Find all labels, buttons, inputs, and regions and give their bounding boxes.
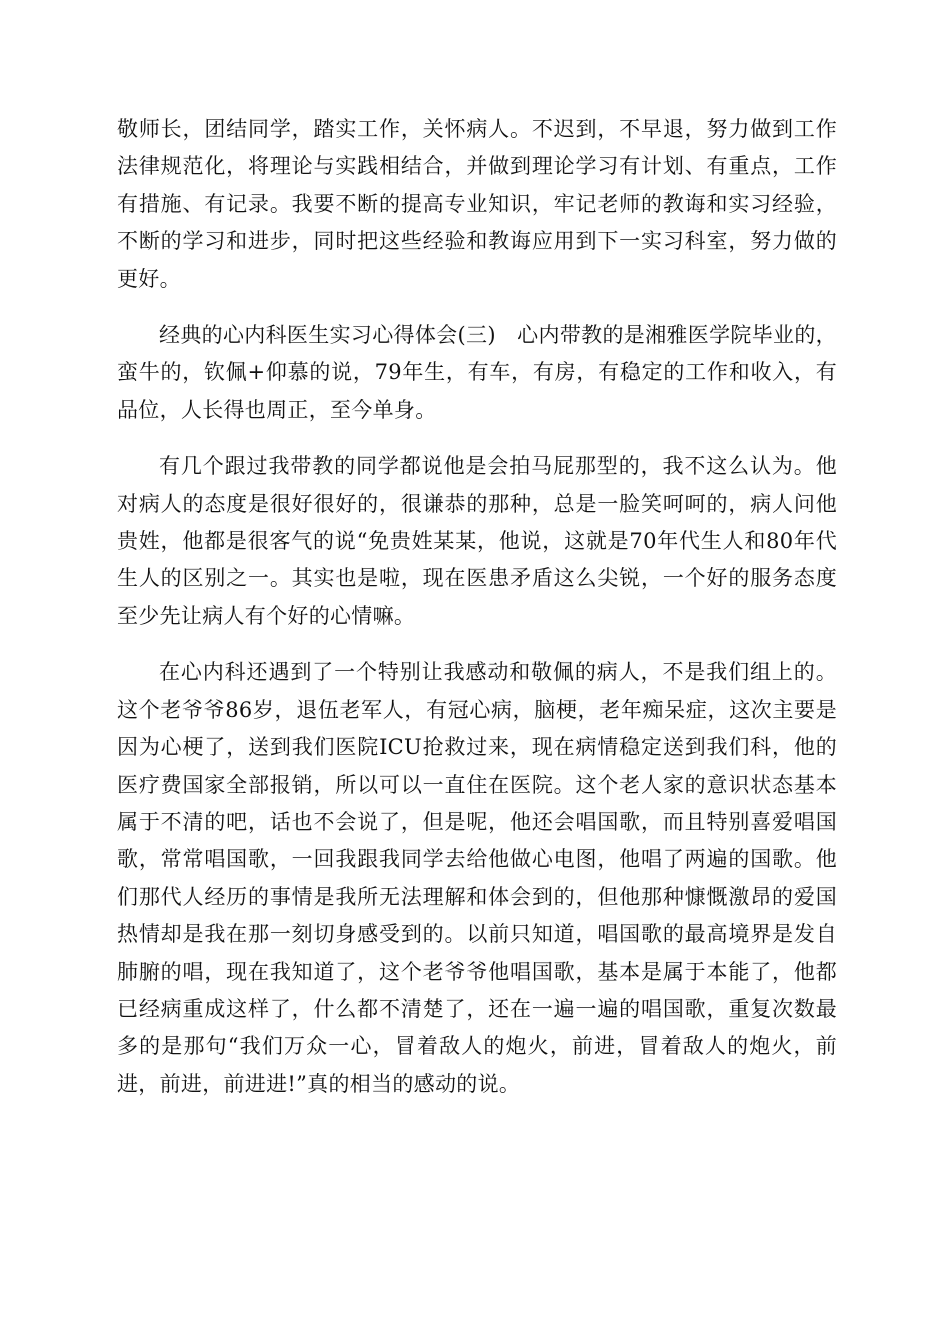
document-body bbox=[117, 111, 837, 1122]
paragraph-3: 有几个跟过我带教的同学都说他是会拍马屁那型的，我不这么认为。他对病人的态度是很好很好的，很谦恭的那种，总是一脸笑呵呵的，病人问他贵姓，他都是很客气的说“免贵姓某某，他说，这就是70年代生人和80年代生人的区别之一。其实也是啦，现在医患矛盾这么尖锐，一个好的服务态度至少先让病人有个好的心情嘛。 bbox=[117, 454, 837, 628]
paragraph-4: 在心内科还遇到了一个特别让我感动和敬佩的病人，不是我们组上的。这个老爷爷86岁，退伍老军人，有冠心病，脑梗，老年痴呆症，这次主要是因为心梗了，送到我们医院ICU抢救过来，现在病情稳定送到我们科，他的医疗费国家全部报销，所以可以一直住在医院。这个老人家的意识状态基本属于不清的吧，话也不会说了，但是呢，他还会唱国歌，而且特别喜爱唱国歌，常常唱国歌，一回我跟我同学去给他做心电图，他唱了两遍的国歌。他们那代人经历的事情是我所无法理解和体会到的，但他那种慷慨激昂的爱国热情却是我在那一刻切身感受到的。以前只知道，唱国歌的最高境界是发自肺腑的唱，现在我知道了，这个老爷爷他唱国歌，基本是属于本能了，他都已经病重成这样了，什么都不清楚了，还在一遍一遍的唱国歌，重复次数最多的是那句“我们万众一心，冒着敌人的炮火，前进，冒着敌人的炮火，前进，前进，前进进!”真的相当的感动的说。 bbox=[117, 660, 837, 1096]
paragraph-1: 敬师长，团结同学，踏实工作，关怀病人。不迟到，不早退，努力做到工作法律规范化，将理论与实践相结合，并做到理论学习有计划、有重点，工作有措施、有记录。我要不断的提高专业知识，牢记老师的教诲和实习经验，不断的学习和进步，同时把这些经验和教诲应用到下一实习科室，努力做的更好。 bbox=[117, 117, 837, 291]
paragraph-2: 经典的心内科医生实习心得体会(三) 心内带教的是湘雅医学院毕业的，蛮牛的，钦佩+仰慕的说，79年生，有车，有房，有稳定的工作和收入，有品位，人长得也周正，至今单身。 bbox=[117, 323, 837, 422]
